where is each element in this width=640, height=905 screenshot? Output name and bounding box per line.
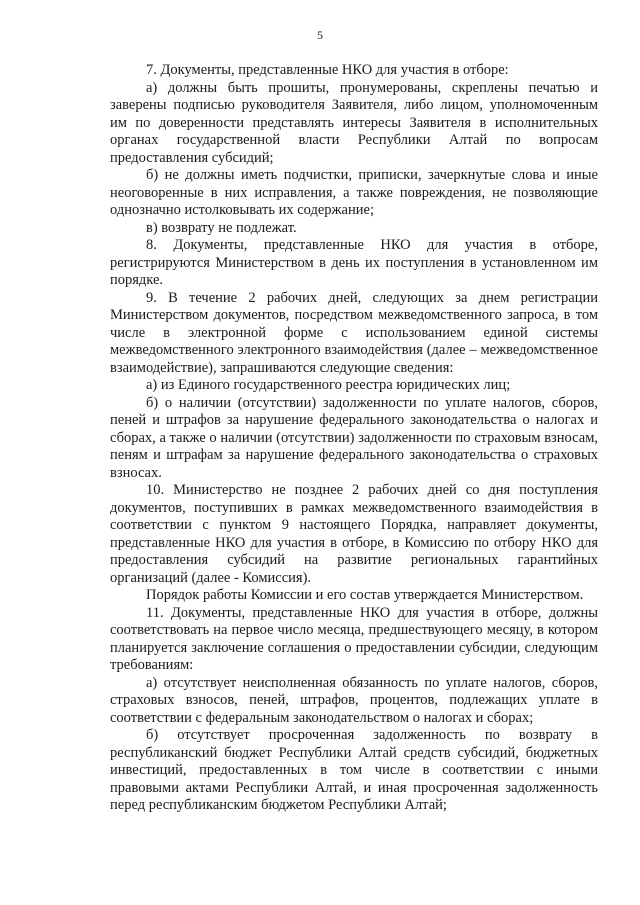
paragraph-11a: а) отсутствует неисполненная обязанность по уплате налогов, сборов, страховых взносов, пеней, штрафов, процентов, подлежащих уплате в соответствии с федеральным законодательством о налогах и сборах; (110, 674, 598, 726)
paragraph-10-commission: Порядок работы Комиссии и его состав утверждается Министерством. (146, 587, 584, 603)
paragraph-11: 11. Документы, представленные НКО для участия в отборе, должны соответствовать на первое число месяца, предшествующего месяцу, в котором планируется заключение соглашения о предоставлении субсидии, следующим требованиям: (110, 604, 598, 673)
paragraph-11b: б) отсутствует просроченная задолженность по возврату в республиканский бюджет Республики Алтай средств субсидий, бюджетных инвестиций, предоставленных в том числе в соответствии с иными правовыми актами Республики Алтай, и иная просроченная задолженность перед республиканским бюджетом Республики Алтай; (110, 727, 598, 813)
paragraph-7-heading: 7. Документы, представленные НКО для участия в отборе: (146, 62, 509, 78)
paragraph-9a: а) из Единого государственного реестра юридических лиц; (146, 377, 511, 393)
paragraph-7a: а) должны быть прошиты, пронумерованы, скреплены печатью и заверены подписью руководителя Заявителя, либо лицом, уполномоченным им по доверенности представлять интересы Заявителя в исполнительных органах государственной власти Республики Алтай по вопросам предоставления субсидий; (110, 79, 598, 166)
paragraph-9: 9. В течение 2 рабочих дней, следующих за днем регистрации Министерством документов, посредством межведомственного запроса, в том числе в электронной форме с использованием единой системы межведомственного электронного взаимодействия (далее – межведомственное взаимодействие), запрашиваются следующие сведения: (110, 289, 598, 376)
page-number: 5 (317, 28, 323, 42)
document-body (110, 62, 598, 815)
paragraph-9b: б) о наличии (отсутствии) задолженности по уплате налогов, сборов, пеней и штрафов за нарушение федерального законодательства о налогах и сборах, а также о наличии (отсутствии) задолженности по страховым взносам, пеням и штрафам за нарушение федерального законодательства о страховых взносах. (110, 394, 598, 481)
paragraph-7b: б) не должны иметь подчистки, приписки, зачеркнутые слова и иные неоговоренные в них исправления, а также повреждения, не позволяющие однозначно истолковывать их содержание; (110, 167, 598, 218)
paragraph-8: 8. Документы, представленные НКО для участия в отборе, регистрируются Министерством в день их поступления в установленном им порядке. (110, 237, 598, 288)
paragraph-7c: в) возврату не подлежат. (146, 219, 297, 236)
paragraph-10: 10. Министерство не позднее 2 рабочих дней со дня поступления документов, поступивших в рамках межведомственного взаимодействия в соответствии с пунктом 9 настоящего Порядка, направляет документы, представленные НКО для участия в отборе, в Комиссию по отбору НКО для предоставления субсидий на развитие региональных гарантийных организаций (далее - Комиссия). (110, 482, 598, 586)
